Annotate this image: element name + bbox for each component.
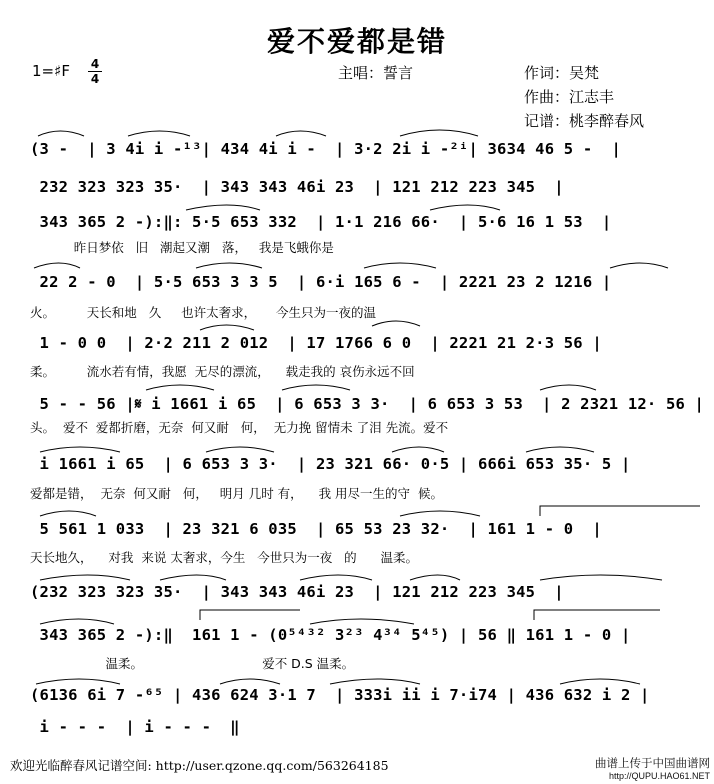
slur <box>540 575 662 580</box>
site-watermark <box>595 758 710 782</box>
notation-line-5: 1 - 0 0 | 2·2 211 2 012 | 17 1766 6 0 | 2221 21 2·3 56 | <box>30 334 602 352</box>
transcriber-credit: 记谱：桃李醉春风 <box>524 112 645 130</box>
notation-line-12: i - - - | i - - - ‖ <box>30 718 240 736</box>
time-signature-top: 4 <box>90 57 100 71</box>
notation-line-11: (6136 6i 7 -⁶⁵ | 436 624 3·1 7 | 333i ii i 7·i74 | 436 632 i 2 | <box>30 686 650 704</box>
slur <box>400 130 478 136</box>
slur <box>364 263 436 268</box>
slur <box>196 263 262 268</box>
notation-line-2: 232 323 323 35· | 343 343 46i 23 | 121 212 223 345 | <box>30 178 564 196</box>
ending-bracket <box>540 506 700 516</box>
notation-line-10: 343 365 2 -):‖ 161 1 - (0⁵⁴³² 3²³ 4³⁴ 5⁴⁵) | 56 ‖ 161 1 - 0 | <box>30 626 631 644</box>
slur <box>276 131 326 136</box>
ending-bracket <box>200 610 300 620</box>
footer-note: 欢迎光临醉春风记谱空间: http://user.qzone.qq.com/563264185 <box>10 758 389 773</box>
slur <box>410 575 460 580</box>
time-signature-bottom: 4 <box>90 72 100 86</box>
slur <box>400 511 480 516</box>
notation-line-9: (232 323 323 35· | 343 343 46i 23 | 121 212 223 345 | <box>30 583 564 601</box>
slur <box>186 205 260 210</box>
lyrics-line-6: 头。 爱不 爱都折磨，无奈 何又耐 何， 无力挽 留情未 了泪 先流。爱不 <box>30 420 449 435</box>
slur <box>610 263 668 268</box>
notation-line-8: 5 561 1 033 | 23 321 6 035 | 65 53 23 32· | 161 1 - 0 | <box>30 520 602 538</box>
slur <box>38 131 84 136</box>
notation-line-7: i 1661 i 65 | 6 653 3 3· | 23 321 66· 0·5 | 666i 653 35· 5 | <box>30 455 631 473</box>
slur <box>206 447 274 452</box>
slur <box>40 619 114 624</box>
slur <box>430 205 500 210</box>
slur <box>128 131 190 136</box>
slur <box>392 447 444 452</box>
singer-credit: 主唱：誓言 <box>338 64 414 82</box>
slur <box>40 511 96 516</box>
lyrics-line-3: 昨日梦依 旧 潮起又潮 落， 我是飞蛾你是 <box>30 240 334 255</box>
notation-line-3: 343 365 2 -):‖: 5·5 653 332 | 1·1 216 66· | 5·6 16 1 53 | <box>30 213 612 231</box>
slur <box>540 385 596 390</box>
lyrics-line-10: 温柔。 爱不 D.S 温柔。 <box>30 656 355 671</box>
slur <box>526 447 594 452</box>
slur <box>36 679 120 684</box>
slur <box>34 263 80 268</box>
slur <box>330 679 420 684</box>
slur <box>310 619 414 624</box>
watermark-title: 曲谱上传于中国曲谱网 <box>595 758 710 770</box>
ending-bracket <box>534 610 660 620</box>
notation-line-1: (3 - | 3 4i i -¹³| 434 4i i - | 3·2 2i i -²ⁱ| 3634 46 5 - | <box>30 140 621 158</box>
composer-credit: 作曲：江志丰 <box>524 88 615 106</box>
song-title: 爱不爱都是错 <box>266 25 447 58</box>
notation-line-4: 22 2 - 0 | 5·5 653 3 3 5 | 6·i 165 6 - | 2221 23 2 1216 | <box>30 273 612 291</box>
lyricist-credit: 作词：吴梵 <box>524 64 600 82</box>
watermark-url: http://QUPU.HAO61.NET <box>608 771 710 781</box>
slur <box>282 385 350 390</box>
key-signature: 1=♯F <box>32 62 70 80</box>
lyrics-line-5: 柔。 流水若有情，我愿 无尽的漂流， 载走我的 哀伤永远不回 <box>30 364 415 379</box>
lyrics-line-7: 爱都是错， 无奈 何又耐 何， 明月 几时 有， 我 用尽一生的守 候。 <box>30 486 443 501</box>
slur <box>40 447 120 452</box>
lyrics-line-8: 天长地久， 对我 来说 太奢求，今生 今世只为一夜 的 温柔。 <box>30 550 418 565</box>
slur <box>146 385 214 390</box>
slur <box>560 679 640 684</box>
notation-line-6: 5 - - 56 |𝄋 i 1661 i 65 | 6 653 3 3· | 6 653 3 53 | 2 2321 12· 56 | <box>30 395 705 413</box>
slur <box>220 679 280 684</box>
lyrics-line-4: 火。 天长和地 久 也许太奢求， 今生只为一夜的温 <box>30 305 376 320</box>
slur <box>40 575 130 580</box>
slur <box>300 575 372 580</box>
slur <box>372 321 420 326</box>
slur <box>200 325 254 330</box>
slur <box>160 575 226 580</box>
